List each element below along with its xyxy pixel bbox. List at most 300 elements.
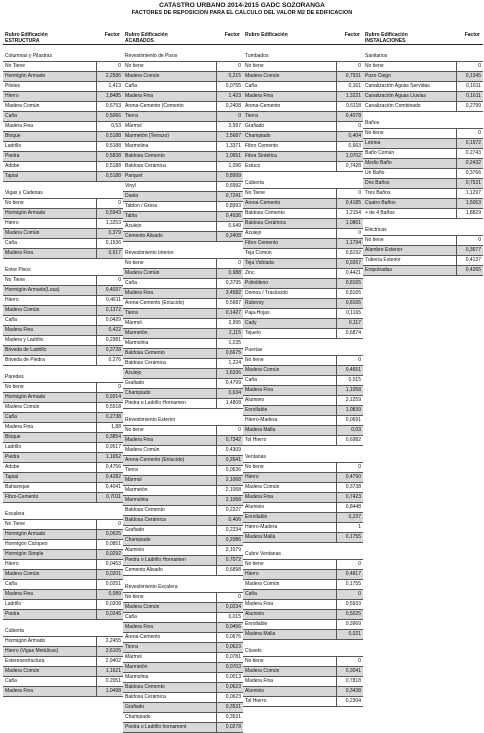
factor-value: 0,5025 — [336, 610, 363, 619]
document-subtitle: FACTORES DE REPOSICION PARA EL CALCULO DEL VALOR M2 DE EDIFICACION — [131, 10, 353, 16]
factor-value: 2,1068 — [216, 476, 243, 485]
factor-value: 0,4799 — [216, 379, 243, 388]
factor-value: 0,3531 — [216, 713, 243, 722]
item-name: Cemento Alisado — [125, 567, 163, 573]
document-title: CATASTRO URBANO 2014-2015 GADC SOZORANGA — [159, 2, 325, 9]
table-row — [123, 162, 243, 172]
table-row — [3, 413, 123, 423]
table-row — [123, 202, 243, 212]
item-name: Arena-Cemento — [245, 103, 281, 109]
column-header — [123, 31, 243, 45]
factor-value: 2,6105 — [96, 647, 123, 656]
item-name: Baldosa Cerámica — [125, 360, 166, 366]
table-row — [3, 102, 123, 112]
factor-value: 1,8485 — [96, 92, 123, 101]
table-row — [243, 219, 363, 229]
factor-value: 0 — [216, 593, 243, 602]
item-name: Vinyl — [125, 183, 136, 189]
item-name: Arena-Cemento — [125, 634, 161, 640]
item-name: Tierra — [125, 644, 138, 650]
table-row — [243, 493, 363, 503]
section-spacer — [123, 242, 243, 249]
table-row — [123, 319, 243, 329]
factor-value: 0,379 — [96, 229, 123, 238]
factor-value: 1,1652 — [96, 453, 123, 462]
column-heading-line: Rubro Edificación — [5, 32, 48, 38]
item-name: Champiado — [125, 537, 151, 543]
table-row — [243, 239, 363, 249]
item-name: Madera y Ladrillo — [5, 337, 44, 343]
table-row — [123, 399, 243, 409]
column-heading — [125, 32, 168, 44]
item-name: No tiene — [5, 384, 24, 390]
item-name: Dos Baños — [365, 180, 390, 186]
item-name: Mármol — [125, 477, 142, 483]
item-name: Grafiado — [125, 704, 145, 710]
table-row — [123, 212, 243, 222]
section-spacer — [123, 409, 243, 416]
factor-value: 0,5188 — [96, 142, 123, 151]
table-row — [243, 677, 363, 687]
table-row — [3, 383, 123, 393]
factor-value: 0,5943 — [96, 209, 123, 218]
item-name: Baño Común — [365, 150, 395, 156]
factor-value: 0,7531 — [456, 179, 483, 188]
table-row — [3, 229, 123, 239]
item-name: Madera Fina — [5, 327, 34, 333]
factor-value: 0 — [96, 383, 123, 392]
factor-value: 0,404 — [336, 132, 363, 141]
factor-value: 1,5687 — [216, 132, 243, 141]
factor-value: 0,8993 — [216, 202, 243, 211]
table-row — [3, 423, 123, 433]
table-row — [123, 683, 243, 693]
factor-value: 1,3221 — [336, 92, 363, 101]
factor-value: 2,2586 — [96, 72, 123, 81]
table-row — [243, 319, 363, 329]
item-name: Tejuelo — [245, 330, 261, 336]
item-name: Teja Común — [245, 250, 272, 256]
table-row — [243, 523, 363, 533]
table-row — [243, 600, 363, 610]
table-row — [123, 723, 243, 733]
table-row — [3, 473, 123, 483]
factor-value: 0,5518 — [96, 403, 123, 412]
item-name: Grafiado — [245, 123, 265, 129]
table-row — [3, 443, 123, 453]
factor-value: 0,8448 — [336, 503, 363, 512]
table-row — [243, 229, 363, 239]
item-name: Tapial — [5, 173, 19, 179]
table-row — [123, 279, 243, 289]
table-row — [243, 289, 363, 299]
factor-header: Factor — [344, 32, 360, 38]
item-name: Madera Fina — [5, 688, 34, 694]
factor-value: 2,2455 — [96, 637, 123, 646]
table-row — [123, 703, 243, 713]
item-name: Madera Común — [5, 404, 40, 410]
table-row — [123, 309, 243, 319]
column-heading — [245, 32, 288, 38]
item-name: Hierro-Madera — [245, 524, 278, 530]
table-row — [243, 72, 363, 82]
factor-value: 0,1536 — [96, 239, 123, 248]
table-row — [3, 219, 123, 229]
item-name: No tiene — [365, 237, 384, 243]
factor-value: 0,1372 — [96, 306, 123, 315]
table-row — [3, 590, 123, 600]
item-name: Hormigón Armado — [5, 394, 46, 400]
section-spacer — [3, 259, 123, 266]
column-header — [3, 31, 123, 45]
table-row — [123, 92, 243, 102]
table-row — [123, 132, 243, 142]
table-row — [123, 673, 243, 683]
factor-value: 0 — [96, 520, 123, 529]
factor-value: 3,997 — [216, 122, 243, 131]
table-row — [363, 159, 483, 169]
factor-value: 0,2641 — [216, 456, 243, 465]
factor-value: 0,3531 — [216, 703, 243, 712]
factor-value: 0 — [456, 236, 483, 245]
factor-value: 0,5687 — [216, 299, 243, 308]
item-name: Madera Fina — [245, 678, 274, 684]
table-row — [243, 620, 363, 630]
section-title: Revestimiento Interior — [123, 249, 243, 259]
factor-value: 0,8165 — [336, 279, 363, 288]
column-acabados — [123, 31, 243, 730]
item-name: No tiene — [245, 464, 264, 470]
item-name: Baldosa Cerámica — [125, 163, 166, 169]
item-name: Madera Fina — [245, 93, 274, 99]
section-spacer — [243, 543, 363, 550]
item-name: Aluminio — [245, 611, 265, 617]
item-name: No tiene — [125, 260, 144, 266]
table-row — [243, 426, 363, 436]
factor-value: 0,2408 — [216, 232, 243, 241]
factor-value: 1,0839 — [336, 406, 363, 415]
item-name: Canalización Aguas Lluvias — [365, 93, 426, 99]
item-name: Caña — [5, 414, 17, 420]
item-name: No tiene — [125, 63, 144, 69]
factor-header: Factor — [464, 32, 480, 38]
table-row — [243, 309, 363, 319]
factor-value: 1,0861 — [336, 219, 363, 228]
item-name: Champiado — [125, 390, 151, 396]
item-name: No tiene — [125, 427, 144, 433]
factor-value: 0,1611 — [456, 92, 483, 101]
factor-value: 0,2051 — [96, 677, 123, 686]
factor-value: 0,5188 — [96, 172, 123, 181]
item-name: Pilotes — [5, 83, 21, 89]
item-name: Caña — [245, 377, 257, 383]
factor-value: 0,0755 — [216, 82, 243, 91]
table-row — [123, 339, 243, 349]
section-title: Cubre Ventanas — [243, 550, 363, 560]
factor-value: 0,9517 — [96, 443, 123, 452]
item-name: Marmetón — [125, 664, 148, 670]
factor-value: 0,2086 — [216, 536, 243, 545]
item-name: Caña — [5, 581, 17, 587]
factor-value: 0,53 — [96, 122, 123, 131]
item-name: Hierro-Madera — [245, 417, 278, 423]
item-name: Madera Fina — [245, 494, 274, 500]
item-name: Madera Común — [245, 73, 280, 79]
table-row — [243, 473, 363, 483]
table-row — [243, 329, 363, 339]
table-row — [243, 112, 363, 122]
item-name: No Tiene — [5, 521, 26, 527]
item-name: Bahareque — [5, 484, 30, 490]
table-row — [3, 239, 123, 249]
factor-value: 0,617 — [96, 249, 123, 258]
factor-value: 0 — [336, 122, 363, 131]
table-row — [3, 493, 123, 503]
item-name: Madera Común — [5, 307, 40, 313]
table-row — [363, 256, 483, 266]
table-row — [243, 132, 363, 142]
table-row — [243, 483, 363, 493]
item-name: Madera Fina — [5, 424, 34, 430]
factor-value: 0,9314 — [96, 393, 123, 402]
item-name: Adobe — [5, 464, 20, 470]
factor-value: 0,089 — [96, 590, 123, 599]
factor-value: 1,5063 — [456, 199, 483, 208]
table-row — [243, 259, 363, 269]
factor-value: 0,1755 — [336, 533, 363, 542]
factor-value: 2,1259 — [336, 396, 363, 405]
item-name: Madera Fina — [5, 123, 34, 129]
factor-value: 0,1345 — [456, 72, 483, 81]
table-row — [3, 560, 123, 570]
item-name: No tiene — [245, 63, 264, 69]
table-row — [243, 396, 363, 406]
factor-value: 0,8165 — [336, 289, 363, 298]
section-title: Entre Pisos — [3, 266, 123, 276]
item-name: Baldosa Cemento — [125, 507, 165, 513]
table-row — [363, 189, 483, 199]
item-name: Arena-Cemento (Cemento — [125, 103, 184, 109]
factor-value: 0,6753 — [96, 102, 123, 111]
factor-value: 0,0623 — [216, 693, 243, 702]
item-name: Hierro — [245, 474, 259, 480]
item-name: No tiene — [245, 658, 264, 664]
factor-value: 1,4808 — [216, 399, 243, 408]
factor-value: 0,6992 — [216, 182, 243, 191]
item-name: Enrollable — [245, 621, 268, 627]
item-name: Madera Fina — [125, 437, 154, 443]
table-row — [243, 687, 363, 697]
factor-value: 0,5188 — [96, 162, 123, 171]
item-name: Marmolina — [125, 497, 149, 503]
item-name: Tol Hierro — [245, 437, 267, 443]
table-row — [243, 416, 363, 426]
item-name: Fibro-Cemento — [5, 494, 39, 500]
table-row — [243, 92, 363, 102]
item-name: Alambre Exterior — [365, 247, 403, 253]
table-row — [123, 496, 243, 506]
table-row — [363, 266, 483, 276]
factor-value: 0 — [336, 560, 363, 569]
factor-value: 0,2799 — [456, 102, 483, 111]
item-name: No Tiene — [245, 190, 266, 196]
table-row — [123, 663, 243, 673]
factor-value: 0 — [96, 62, 123, 71]
table-row — [243, 199, 363, 209]
item-name: Madera Común — [125, 447, 160, 453]
table-row — [123, 62, 243, 72]
factor-value: 1,2154 — [336, 209, 363, 218]
item-name: Hormigón Armado — [5, 531, 46, 537]
table-row — [123, 426, 243, 436]
factor-value: 0,237 — [336, 513, 363, 522]
item-name: Letrina — [365, 140, 381, 146]
factor-value: 0,2981 — [96, 336, 123, 345]
table-row — [3, 483, 123, 493]
factor-value: 0,021 — [336, 630, 363, 639]
table-row — [123, 643, 243, 653]
table-row — [3, 306, 123, 316]
table-row — [123, 476, 243, 486]
item-name: Caña — [245, 591, 257, 597]
item-name: Marmetón — [125, 487, 148, 493]
factor-value: 0,7423 — [336, 493, 363, 502]
table-row — [3, 580, 123, 590]
factor-value: 0,3738 — [336, 483, 363, 492]
table-row — [243, 580, 363, 590]
table-row — [243, 249, 363, 259]
table-row — [243, 279, 363, 289]
table-row — [243, 376, 363, 386]
item-name: Piedra o Ladrillo Hornamen — [125, 400, 186, 406]
item-name: Marmolina — [125, 143, 149, 149]
section-title: Ventanas — [243, 453, 363, 463]
table-row — [243, 657, 363, 667]
factor-value: 0,0234 — [216, 603, 243, 612]
factor-value: 1,0498 — [96, 687, 123, 696]
item-name: Tubería Exterior — [365, 257, 401, 263]
column-heading — [365, 32, 408, 44]
section-title: Sanitarios — [363, 52, 483, 62]
factor-value: 1 — [336, 523, 363, 532]
item-name: Aluminio — [245, 504, 265, 510]
table-row — [363, 102, 483, 112]
item-name: Marmolina — [125, 340, 149, 346]
factor-value: 1,235 — [216, 339, 243, 348]
factor-value: 0,3969 — [336, 620, 363, 629]
table-row — [243, 209, 363, 219]
item-name: Caña — [125, 280, 137, 286]
table-row — [123, 359, 243, 369]
table-row — [123, 222, 243, 232]
item-name: Hormigón Ciclopeo — [5, 541, 48, 547]
section-title: Revestimiento Escalera — [123, 583, 243, 593]
table-row — [363, 129, 483, 139]
table-row — [123, 299, 243, 309]
item-name: Madera Común — [245, 367, 280, 373]
section-title: Revestimiento Exterior — [123, 416, 243, 426]
item-name: Estuco — [245, 163, 261, 169]
table-row — [3, 570, 123, 580]
item-name: Baldosa Cemento — [245, 210, 285, 216]
table-row — [3, 92, 123, 102]
table-row — [3, 122, 123, 132]
item-name: Zinc — [245, 270, 255, 276]
factor-value: 0,3795 — [216, 279, 243, 288]
factor-value: 0,7428 — [336, 162, 363, 171]
factor-value: 2,9402 — [96, 657, 123, 666]
factor-value: 0,4041 — [96, 483, 123, 492]
section-spacer — [243, 446, 363, 453]
table-row — [3, 433, 123, 443]
table-row — [123, 556, 243, 566]
factor-value: 0,215 — [216, 72, 243, 81]
table-row — [363, 72, 483, 82]
table-row — [123, 593, 243, 603]
table-row — [363, 246, 483, 256]
table-row — [243, 667, 363, 677]
factor-value: 0 — [216, 112, 243, 121]
factor-value: 0,8999 — [216, 172, 243, 181]
table-row — [243, 513, 363, 523]
table-row — [3, 647, 123, 657]
table-row — [3, 326, 123, 336]
item-name: Hormigón Armado — [5, 210, 46, 216]
item-name: Madera Fina — [125, 290, 154, 296]
factor-value: 1,3253 — [96, 219, 123, 228]
table-row — [243, 436, 363, 446]
table-row — [123, 613, 243, 623]
item-name: Azulejo — [245, 230, 262, 236]
factor-value: 0,0781 — [216, 653, 243, 662]
factor-value: 1,1794 — [336, 239, 363, 248]
factor-value: 0,0623 — [216, 643, 243, 652]
table-row — [123, 369, 243, 379]
section-spacer — [363, 45, 483, 52]
factor-value: 0,2234 — [216, 526, 243, 535]
section-title: Escalera — [3, 510, 123, 520]
factor-value: 0,0703 — [216, 663, 243, 672]
item-name: No Tiene — [5, 63, 26, 69]
item-name: No tiene — [125, 594, 144, 600]
table-row — [363, 209, 483, 219]
factor-value: 0,0292 — [96, 550, 123, 559]
section-spacer — [123, 576, 243, 583]
column-header — [243, 31, 363, 45]
section-spacer — [243, 339, 363, 346]
factor-value: 0,6675 — [216, 349, 243, 358]
factor-value: 0 — [336, 189, 363, 198]
item-name: Enrollable — [245, 514, 268, 520]
section-title: Eléctricas — [363, 226, 483, 236]
item-name: Polietileno — [245, 280, 269, 286]
item-name: Piedra — [5, 611, 20, 617]
item-name: Cuatro Baños — [365, 200, 396, 206]
factor-value: 0,3677 — [456, 246, 483, 255]
item-name: Pozo Ciego — [365, 73, 391, 79]
table-row — [123, 142, 243, 152]
item-name: Canalización Aguas Servidas — [365, 83, 430, 89]
table-row — [363, 169, 483, 179]
section-spacer — [3, 366, 123, 373]
factor-value: 0 — [216, 426, 243, 435]
table-row — [123, 122, 243, 132]
item-name: Madera Común — [125, 270, 160, 276]
table-row — [123, 259, 243, 269]
item-name: Aluminio — [245, 397, 265, 403]
section-spacer — [123, 45, 243, 52]
factor-value: 2,1068 — [216, 496, 243, 505]
